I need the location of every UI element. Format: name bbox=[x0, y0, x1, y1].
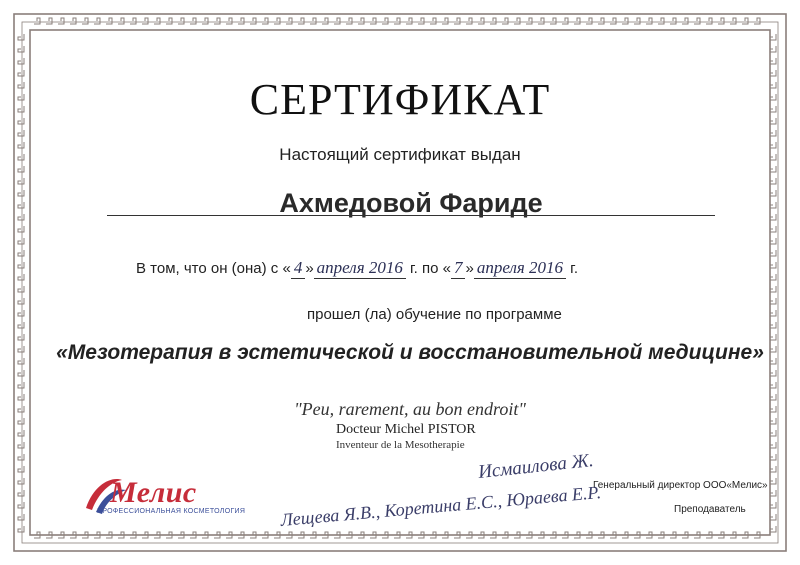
date-prefix: В том, что он (она) с « bbox=[136, 260, 291, 277]
date-range-line bbox=[136, 258, 578, 279]
end-month-year: апреля 2016 bbox=[474, 258, 566, 279]
issued-text: Настоящий сертификат выдан bbox=[279, 145, 521, 164]
start-day: 4 bbox=[291, 258, 306, 279]
motto-author: Docteur Michel PISTOR bbox=[336, 422, 476, 437]
teacher-role: Преподаватель bbox=[674, 504, 746, 515]
motto-quote: "Peu, rarement, au bon endroit" bbox=[294, 399, 526, 419]
recipient-underline bbox=[107, 215, 715, 216]
start-month-year: апреля 2016 bbox=[314, 258, 406, 279]
recipient-name: Ахмедовой Фариде bbox=[279, 188, 543, 218]
logo-name: Мелис bbox=[110, 476, 197, 509]
end-day: 7 bbox=[451, 258, 466, 279]
date-sep-3: » bbox=[465, 260, 474, 277]
passed-training-text: прошел (ла) обучение по программе bbox=[307, 306, 562, 323]
certificate-title: СЕРТИФИКАТ bbox=[249, 75, 551, 124]
director-role: Генеральный директор ООО«Мелис» bbox=[593, 480, 768, 491]
logo-tagline: ПРОФЕССИОНАЛЬНАЯ КОСМЕТОЛОГИЯ bbox=[97, 508, 246, 515]
date-sep-2: г. по « bbox=[405, 260, 451, 277]
program-title: «Мезотерапия в эстетической и восстановительной медицине» bbox=[56, 341, 764, 364]
director-signature: Исмаилова Ж. bbox=[477, 450, 595, 483]
motto-author-role: Inventeur de la Mesotherapie bbox=[336, 439, 465, 451]
teachers-signature: Лещева Я.В., Коретина Е.С., Юраева Е.Р. bbox=[279, 482, 602, 530]
date-suffix: г. bbox=[566, 260, 578, 277]
date-sep-1: » bbox=[305, 260, 314, 277]
